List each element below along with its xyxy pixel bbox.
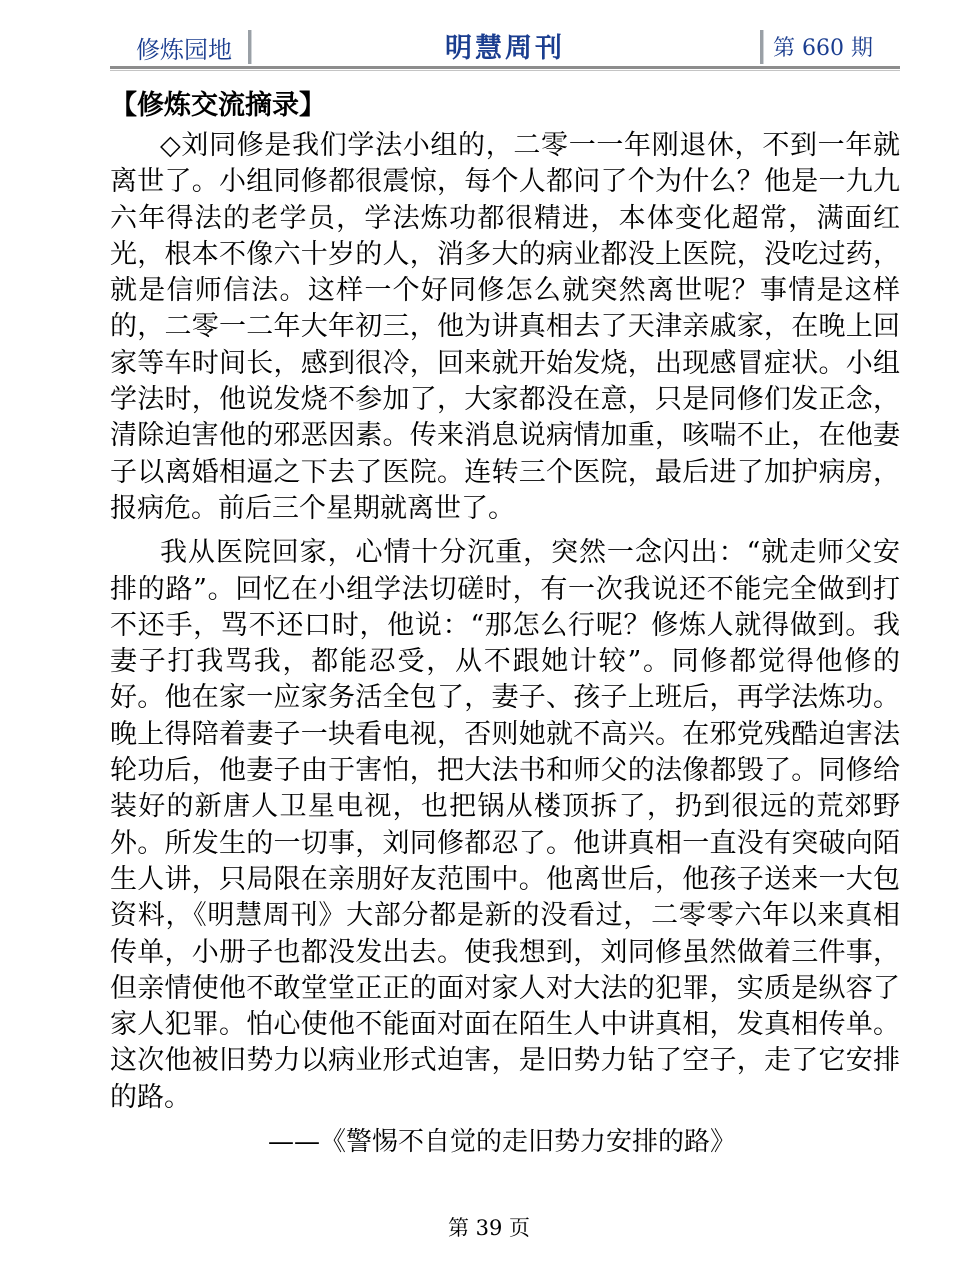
article-section-title: 【修炼交流摘录】 (110, 90, 326, 121)
header-publication-title: 明慧周刊 (445, 33, 565, 64)
article-paragraph-2: 我从医院回家，心情十分沉重，突然一念闪出：“就走师父安排的路”。回忆在小组学法切磋时，有一次我说还不能完全做到打不还手，骂不还口时，他说：“那怎么行呢？修炼人就得做到。我妻子打我骂我，都能忍受，从不跟她计较”。同修都觉得他修的好。他在家一应家务活全包了，妻子、孩子上班后，再学法炼功。晚上得陪着妻子一块看电视，否则她就不高兴。在邪党残酷迫害法轮功后，他妻子由于害怕，把大法书和师父的法像都毁了。同修给装好的新唐人卫星电视，也把锅从楼顶拆了，扔到很远的荒郊野外。所发生的一切事，刘同修都忍了。他讲真相一直没有突破向陌生人讲，只局限在亲朋好友范围中。他离世后，他孩子送来一大包资料，《明慧周刊》大部分都是新的没看过，二零零六年以来真相传单，小册子也都没发出去。使我想到，刘同修虽然做着三件事，但亲情使他不敢堂堂正正的面对家人对大法的犯罪，实质是纵容了家人犯罪。怕心使他不能面对面在陌生人中讲真相，发真相传单。这次他被旧势力以病业形式迫害，是旧势力钻了空子，走了它安排的路。 (110, 537, 900, 1113)
article-body (110, 84, 900, 1160)
header-divider-right (760, 30, 764, 64)
header-section-name: 修炼园地 (136, 36, 232, 64)
page-header (110, 24, 900, 66)
header-rule (110, 66, 900, 69)
header-issue-number: 第 660 期 (773, 36, 873, 61)
article-source-citation: ——《警惕不自觉的走旧势力安排的路》 (268, 1127, 737, 1158)
page-number: 第 39 页 (447, 1216, 531, 1240)
header-rule-shadow (110, 70, 900, 71)
article-paragraph-1: ◇刘同修是我们学法小组的，二零一一年刚退休，不到一年就离世了。小组同修都很震惊，每个人都问了个为什么？他是一九九六年得法的老学员，学法炼功都很精进，本体变化超常，满面红光，根本不像六十岁的人，消多大的病业都没上医院，没吃过药，就是信师信法。这样一个好同修怎么就突然离世呢？事情是这样的，二零一二年大年初三，他为讲真相去了天津亲戚家，在晚上回家等车时间长，感到很冷，回来就开始发烧，出现感冒症状。小组学法时，他说发烧不参加了，大家都没在意，只是同修们发正念，清除迫害他的邪恶因素。传来消息说病情加重，咳喘不止，在他妻子以离婚相逼之下去了医院。连转三个医院，最后进了加护病房，报病危。前后三个星期就离世了。 (110, 130, 900, 524)
